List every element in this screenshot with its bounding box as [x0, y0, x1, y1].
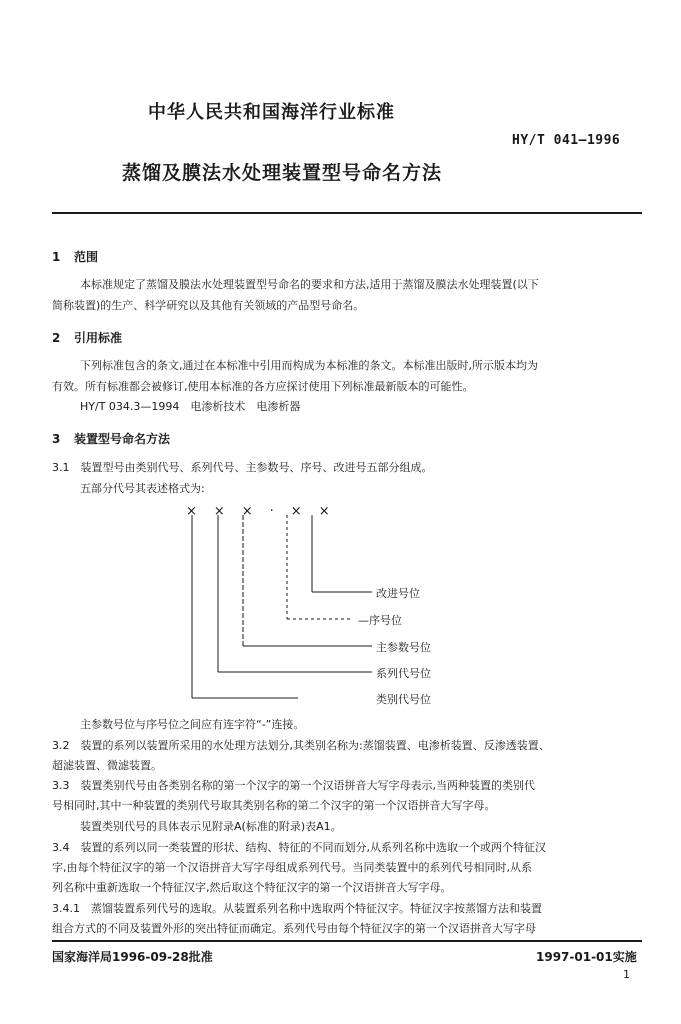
clause-3-1-line-2: 五部分代号其表述格式为: [80, 482, 205, 495]
standard-number: HY/T 041—1996 [512, 133, 621, 148]
footer-divider [52, 940, 642, 942]
section-2-number: 2 [52, 331, 61, 345]
referenced-standard: HY/T 034.3—1994 电渗析技术 电渗析器 [80, 400, 301, 413]
section-2-heading [52, 329, 122, 346]
effective-date: 1997-01-01实施 [536, 950, 637, 964]
format-diagram-lines [180, 515, 380, 707]
document-title: 蒸馏及膜法水处理装置型号命名方法 [122, 162, 443, 184]
hyphen-note: 主参数号位与序号位之间应有连字符“-”连接。 [80, 718, 305, 731]
format-symbols: × × × · × × [186, 504, 332, 519]
section-2-title: 引用标准 [74, 331, 123, 345]
page-number: 1 [623, 968, 630, 981]
clause-3-4-line-3: 列名称中重新选取一个特征汉字,然后取这个特征汉字的第一个汉语拼音大写字母。 [52, 881, 452, 894]
section-3-number: 3 [52, 432, 61, 446]
label-series-code-digit: 系列代号位 [376, 667, 431, 680]
section-3-title: 装置型号命名方法 [74, 432, 171, 446]
approval-date: 国家海洋局1996-09-28批准 [52, 950, 213, 964]
clause-3-3-line-2: 号相同时,其中一种装置的类别代号取其类别名称的第二个汉字的第一个汉语拼音大写字母。 [52, 799, 496, 812]
clause-3-4-1-line-1: 3.4.1 蒸馏装置系列代号的选取。从装置系列名称中选取两个特征汉字。特征汉字按蒸馏方法和装置 [52, 902, 542, 915]
clause-3-4-1-line-2: 组合方式的不同及装置外形的突出特征而确定。系列代号由每个特征汉字的第一个汉语拼音大写字母 [52, 922, 536, 935]
section-3-heading [52, 430, 170, 447]
section-2-line-1: 下列标准包含的条文,通过在本标准中引用而构成为本标准的条文。本标准出版时,所示版本均为 [80, 359, 538, 372]
section-1-line-1: 本标准规定了蒸馏及膜法水处理装置型号命名的要求和方法,适用于蒸馏及膜法水处理装置(以下 [80, 278, 539, 291]
section-2-line-2: 有效。所有标准都会被修订,使用本标准的各方应探讨使用下列标准最新版本的可能性。 [52, 380, 474, 393]
clause-3-2-line-1: 3.2 装置的系列以装置所采用的水处理方法划分,其类别名称为:蒸馏装置、电渗析装置、反渗透装置、 [52, 739, 550, 752]
clause-3-4-line-2: 字,由每个特征汉字的第一个汉语拼音大写字母组成系列代号。当同类装置中的系列代号相同时,从系 [52, 861, 532, 874]
section-1-heading [52, 248, 98, 265]
label-serial-digit: —序号位 [358, 614, 402, 627]
clause-3-1-line-1: 3.1 装置型号由类别代号、系列代号、主参数号、序号、改进号五部分组成。 [52, 461, 433, 474]
label-category-code-digit: 类别代号位 [376, 693, 431, 706]
issuing-authority-heading: 中华人民共和国海洋行业标准 [148, 102, 395, 123]
section-1-title: 范围 [74, 250, 99, 264]
clause-3-3-line-3: 装置类别代号的具体表示见附录A(标准的附录)表A1。 [80, 820, 342, 833]
label-improvement-digit: 改进号位 [376, 587, 420, 600]
clause-3-3-line-1: 3.3 装置类别代号由各类别名称的第一个汉字的第一个汉语拼音大写字母表示,当两种装置的类别代 [52, 779, 535, 792]
section-1-number: 1 [52, 250, 61, 264]
clause-3-2-line-2: 超滤装置、微滤装置。 [52, 759, 162, 772]
header-divider [52, 212, 642, 214]
section-1-line-2: 简称装置)的生产、科学研究以及其他有关领域的产品型号命名。 [52, 299, 365, 312]
clause-3-4-line-1: 3.4 装置的系列以同一类装置的形状、结构、特征的不同而划分,从系列名称中选取一个或两个特征汉 [52, 841, 546, 854]
label-main-parameter-digit: 主参数号位 [376, 641, 431, 654]
